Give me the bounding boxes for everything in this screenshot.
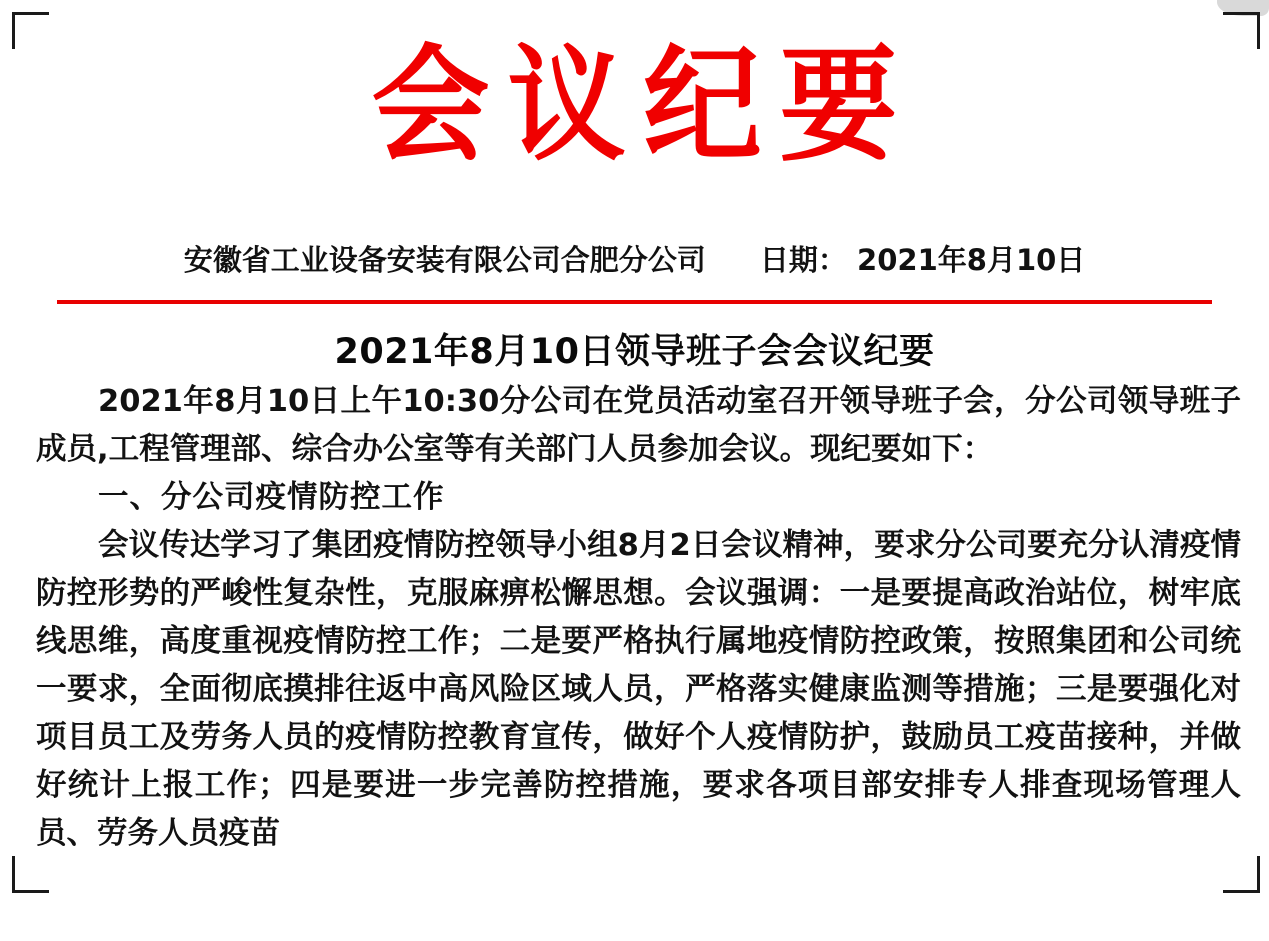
crop-mark-bottom-left	[12, 856, 49, 893]
paragraph-intro: 2021年8月10日上午10:30分公司在党员活动室召开领导班子会，分公司领导班子成员,工程管理部、综合办公室等有关部门人员参加会议。现纪要如下：	[36, 384, 1241, 467]
document-meta	[0, 238, 1269, 279]
section-heading: 2021年8月10日领导班子会会议纪要	[334, 332, 935, 372]
paragraph-subheading-1: 一、分公司疫情防控工作	[98, 480, 445, 515]
date-label: 日期：	[759, 243, 847, 277]
page-title: 会议纪要	[371, 31, 916, 179]
organization-name: 安徽省工业设备安装有限公司合肥分公司	[183, 243, 706, 277]
document-body	[36, 378, 1241, 858]
crop-mark-bottom-right	[1223, 856, 1260, 893]
paragraph-epidemic-control: 会议传达学习了集团疫情防控领导小组8月2日会议精神，要求分公司要充分认清疫情防控形势的严峻性复杂性，克服麻痹松懈思想。会议强调：一是要提高政治站位，树牢底线思维，高度重视疫情防控工作；二是要严格执行属地疫情防控政策，按照集团和公司统一要求，全面彻底摸排往返中高风险区域人员，严格落实健康监测等措施；三是要强化对项目员工及劳务人员的疫情防控教育宣传，做好个人疫情防护，鼓励员工疫苗接种，并做好统计上报工作；四是要进一步完善防控措施，要求各项目部安排专人排查现场管理人员、劳务人员疫苗	[36, 528, 1241, 851]
header-divider	[57, 300, 1212, 304]
date-value: 2021年8月10日	[857, 243, 1086, 277]
